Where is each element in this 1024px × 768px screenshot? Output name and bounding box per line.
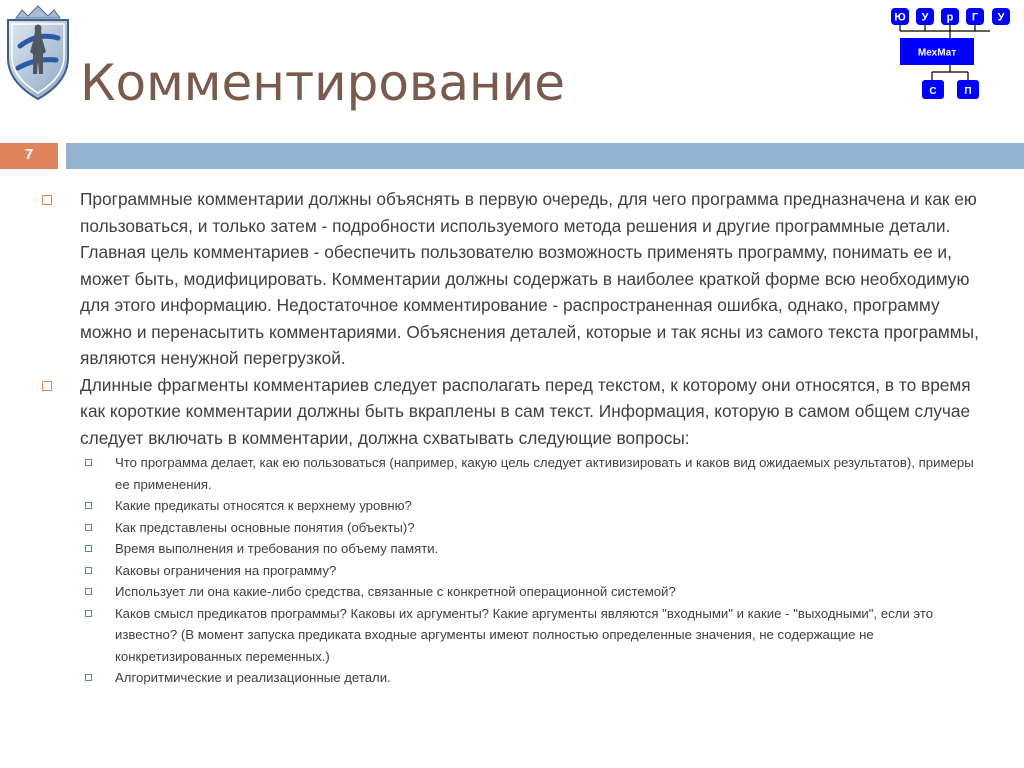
- hollow-square-bullet-icon: [42, 195, 52, 205]
- hollow-square-bullet-icon: [42, 381, 52, 391]
- small-square-bullet-icon: [85, 610, 92, 617]
- sub-bullet-text: Использует ли она какие-либо средства, связанные с конкретной операционной системой?: [115, 584, 676, 599]
- sub-bullet-item: [40, 517, 990, 539]
- org-node-u1-label: У: [921, 11, 929, 24]
- small-square-bullet-icon: [85, 524, 92, 531]
- sub-bullet-list: [40, 452, 990, 689]
- sub-bullet-text: Как представлены основные понятия (объекты)?: [115, 519, 415, 535]
- small-square-bullet-icon: [85, 674, 92, 681]
- title-underline-bar: [66, 143, 1024, 169]
- small-square-bullet-icon: [85, 545, 92, 552]
- small-square-bullet-icon: [85, 567, 92, 574]
- small-square-bullet-icon: [85, 502, 92, 509]
- sub-bullet-item: [40, 581, 990, 603]
- org-node-u2-wrap: [991, 8, 1011, 26]
- bullet-text: Длинные фрагменты комментариев следует располагать перед текстом, к которому они относятся, в то время как короткие комментарии должны быть вкраплены в сам текст. Информация, которую в самом общем случае следует включать в комментарии, должна схватывать следующие вопросы:: [80, 374, 971, 448]
- sub-bullet-text: Что программа делает, как ею пользоваться (например, какую цель следует активизировать и каков вид ожидаемых результатов), примеры ее применения.: [115, 455, 974, 492]
- org-node-p-label: П: [964, 86, 972, 97]
- org-node-mehmat-label: МехМат: [917, 47, 957, 59]
- org-node-g-label: Г: [971, 11, 979, 24]
- bullet-item: [40, 186, 990, 372]
- university-shield-logo-icon: [2, 2, 74, 102]
- bullet-text: Программные комментарии должны объяснять в первую очередь, для чего программа предназначена и как ею пользоваться, и только затем - подробности используемого метода решения и другие программные детали. Главная цель комментариев - обеспечить пользователю возможность применять программу, понимать ее и, может быть, модифицировать. Комментарии должны содержать в наиболее краткой форме всю необходимую для этого информацию. Недостаточное комментирование - распространенная ошибка, однако, программу можно и перенасытить комментариями. Объяснения деталей, которые и так ясны из самого текста программы, являются ненужной перегрузкой.: [80, 189, 979, 368]
- sub-bullet-item: [40, 538, 990, 560]
- slide-title: Комментирование: [80, 54, 565, 112]
- slide-content: [40, 186, 990, 689]
- sub-bullet-item: [40, 452, 990, 495]
- sub-bullet-item: [40, 667, 990, 689]
- org-node-r-label: р: [946, 11, 954, 24]
- org-node-yu-label: Ю: [894, 11, 906, 24]
- sub-bullet-item: [40, 560, 990, 582]
- sub-bullet-item: [40, 495, 990, 517]
- small-square-bullet-icon: [85, 459, 92, 466]
- sub-bullet-text: Каковы ограничения на программу?: [115, 562, 337, 578]
- org-node-u2-label: У: [997, 11, 1005, 24]
- bullet-item: [40, 372, 990, 452]
- mehmat-org-chart: [880, 0, 990, 110]
- org-chart-top-row: [891, 8, 984, 25]
- small-square-bullet-icon: [85, 588, 92, 595]
- sub-bullet-text: Какие предикаты относятся к верхнему уровню?: [115, 498, 412, 513]
- sub-bullet-text: Время выполнения и требования по объему памяти.: [115, 541, 439, 556]
- org-node-s-label: С: [929, 86, 937, 97]
- slide-number: 7: [0, 143, 58, 169]
- sub-bullet-item: [40, 603, 990, 668]
- sub-bullet-text: Алгоритмические и реализационные детали.: [115, 670, 391, 685]
- sub-bullet-text: Каков смысл предикатов программы? Каковы их аргументы? Какие аргументы являются "входными" и какие - "выходными", если это известно? (В момент запуска предиката входные аргументы имеют полностью определенные значения, не содержащие не конкретизированных переменных.): [115, 605, 934, 664]
